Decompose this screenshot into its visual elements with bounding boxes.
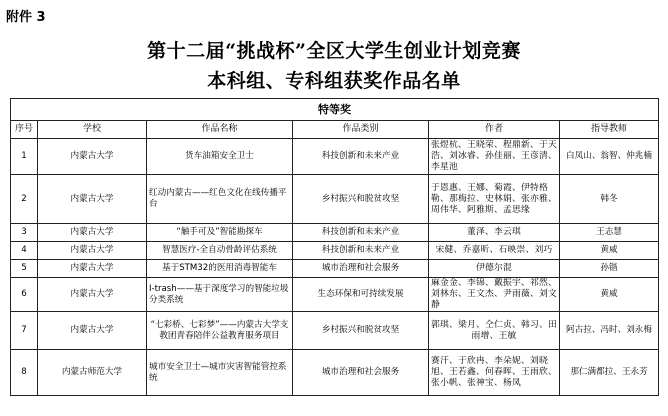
authors-cell: 麻金金、李锦、戴振宇、祁然、刘林东、王文杰、尹雨薇、刘文静 bbox=[429, 278, 560, 312]
category-cell: 城市治理和社会服务 bbox=[293, 260, 429, 278]
category-cell: 科技创新和未来产业 bbox=[293, 139, 429, 175]
table-row bbox=[11, 278, 659, 312]
document-title: 第十二届“挑战杯”全区大学生创业计划竞赛 bbox=[147, 40, 521, 62]
table-row bbox=[11, 139, 659, 175]
authors-cell: 伊德尔混 bbox=[429, 260, 560, 278]
table-row bbox=[11, 175, 659, 224]
work-cell: 智慧医疗-全自动骨龄评估系统 bbox=[147, 242, 293, 260]
advisor-cell: 白凤山、翁智、仲兆楠 bbox=[560, 139, 659, 175]
work-cell: “触手可及”智能勘探车 bbox=[147, 224, 293, 242]
authors-cell: 于恩惠、王娜、菊霞、伊特格勒、那梅拉、史林娟、张亦雅、周伟华、阿雅斯、孟思缘 bbox=[429, 175, 560, 224]
column-header: 作者 bbox=[429, 121, 560, 139]
row-number: 1 bbox=[11, 139, 38, 175]
school-cell: 内蒙古大学 bbox=[38, 242, 147, 260]
row-number: 4 bbox=[11, 242, 38, 260]
column-header: 作品类别 bbox=[293, 121, 429, 139]
category-cell: 乡村振兴和脱贫攻坚 bbox=[293, 312, 429, 350]
school-cell: 内蒙古大学 bbox=[38, 139, 147, 175]
school-cell: 内蒙古大学 bbox=[38, 260, 147, 278]
document-subtitle: 本科组、专科组获奖作品名单 bbox=[207, 70, 461, 92]
column-header: 学校 bbox=[38, 121, 147, 139]
header-row bbox=[11, 121, 659, 139]
school-cell: 内蒙古大学 bbox=[38, 224, 147, 242]
section-row bbox=[11, 99, 659, 121]
table-row bbox=[11, 242, 659, 260]
table-row bbox=[11, 312, 659, 350]
column-header: 作品名称 bbox=[147, 121, 293, 139]
row-number: 8 bbox=[11, 350, 38, 396]
attachment-label: 附件 3 bbox=[6, 10, 46, 25]
row-number: 2 bbox=[11, 175, 38, 224]
school-cell: 内蒙古大学 bbox=[38, 312, 147, 350]
advisor-cell: 那仁满都拉、王永芳 bbox=[560, 350, 659, 396]
column-header: 序号 bbox=[11, 121, 38, 139]
category-cell: 科技创新和未来产业 bbox=[293, 224, 429, 242]
work-cell: “七彩桥、七彩梦”——内蒙古大学支教团青春陪伴公益教育服务项目 bbox=[147, 312, 293, 350]
school-cell: 内蒙古大学 bbox=[38, 278, 147, 312]
category-cell: 科技创新和未来产业 bbox=[293, 242, 429, 260]
advisor-cell: 阿古拉、冯时、刘永梅 bbox=[560, 312, 659, 350]
advisor-cell: 王志慧 bbox=[560, 224, 659, 242]
category-cell: 生态环保和可持续发展 bbox=[293, 278, 429, 312]
column-header: 指导教师 bbox=[560, 121, 659, 139]
advisor-cell: 黄威 bbox=[560, 278, 659, 312]
school-cell: 内蒙古大学 bbox=[38, 175, 147, 224]
advisor-cell: 韩冬 bbox=[560, 175, 659, 224]
advisor-cell: 黄威 bbox=[560, 242, 659, 260]
row-number: 5 bbox=[11, 260, 38, 278]
authors-cell: 郭琪、梁月、仝仁贞、韩习、田雨增、王敏 bbox=[429, 312, 560, 350]
section-title: 特等奖 bbox=[11, 99, 659, 121]
work-cell: I-trash——基于深度学习的智能垃圾分类系统 bbox=[147, 278, 293, 312]
work-cell: 城市安全卫士—城市灾害智能管控系统 bbox=[147, 350, 293, 396]
authors-cell: 赛汗、于欣冉、李朵妮、刘晓旭、王若鑫、何春晖、王雨欣、张小帆、张神宝、杨凤 bbox=[429, 350, 560, 396]
authors-cell: 董泽、李云琪 bbox=[429, 224, 560, 242]
row-number: 6 bbox=[11, 278, 38, 312]
row-number: 7 bbox=[11, 312, 38, 350]
category-cell: 城市治理和社会服务 bbox=[293, 350, 429, 396]
table-row bbox=[11, 224, 659, 242]
authors-cell: 宋健、乔嘉昕、石映崇、刘巧 bbox=[429, 242, 560, 260]
table-row bbox=[11, 350, 659, 396]
school-cell: 内蒙古师范大学 bbox=[38, 350, 147, 396]
work-cell: 红动内蒙古——红色文化在线传播平台 bbox=[147, 175, 293, 224]
work-cell: 货车油箱安全卫士 bbox=[147, 139, 293, 175]
category-cell: 乡村振兴和脱贫攻坚 bbox=[293, 175, 429, 224]
table-row bbox=[11, 260, 659, 278]
advisor-cell: 孙锴 bbox=[560, 260, 659, 278]
work-cell: 基于STM32的医用消毒智能车 bbox=[147, 260, 293, 278]
row-number: 3 bbox=[11, 224, 38, 242]
award-table bbox=[10, 98, 659, 396]
authors-cell: 张煜杭、王晓荣、程鼎新、于天浩、刘冰睿、孙佳丽、王彦清、李星池 bbox=[429, 139, 560, 175]
